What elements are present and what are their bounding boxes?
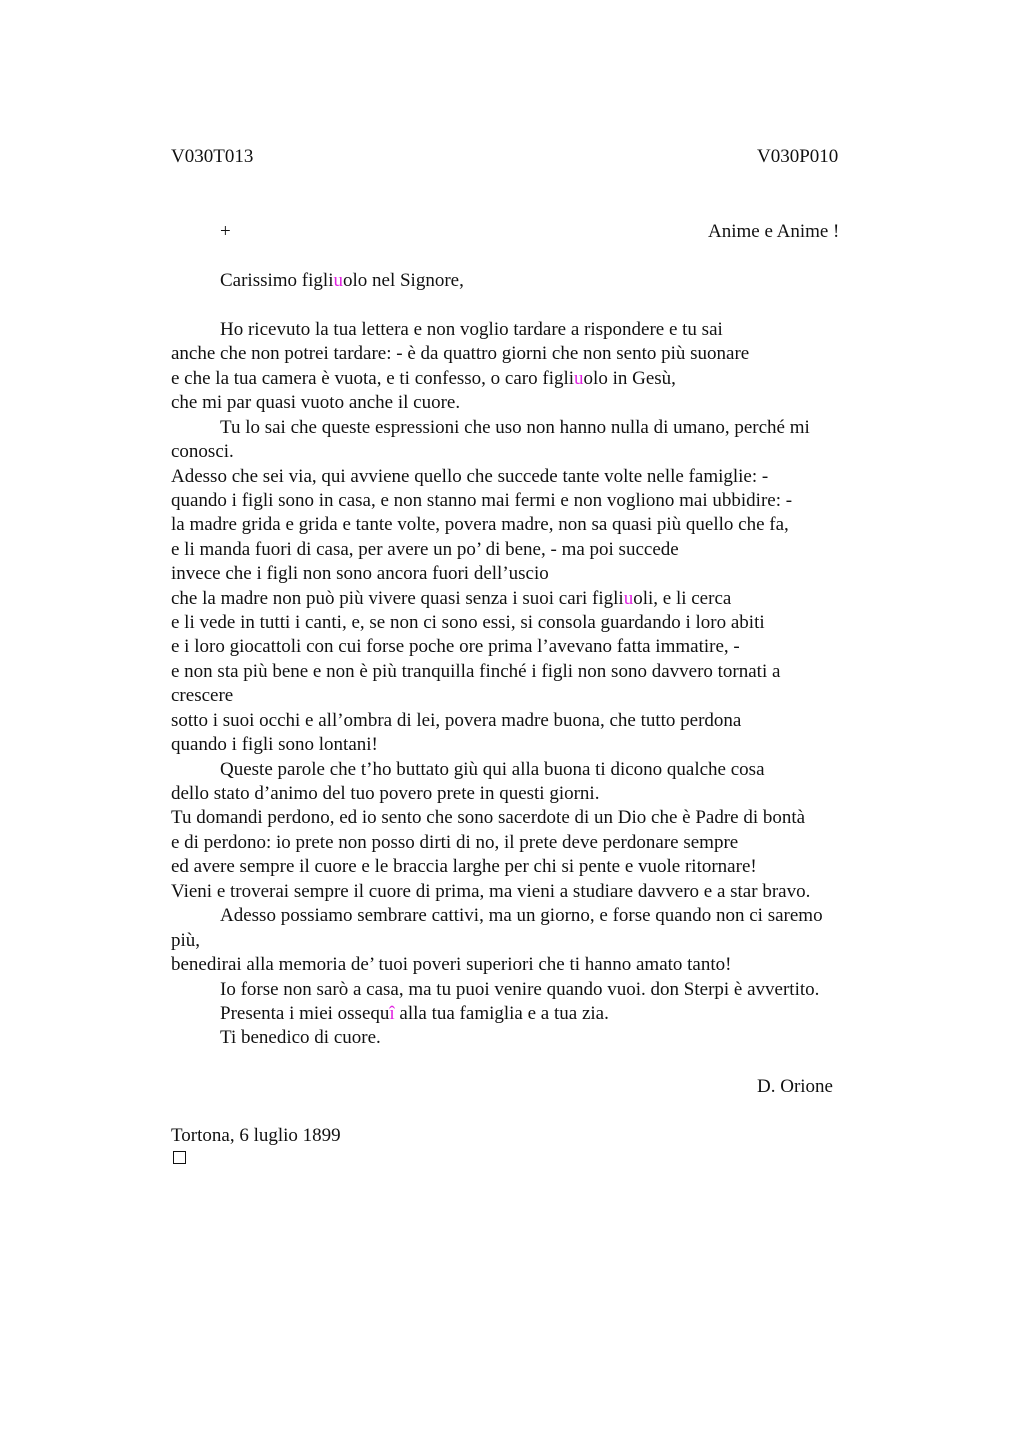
text-part: oli, e li cerca: [633, 588, 732, 609]
text-line: [220, 1002, 609, 1026]
text-line: anche che non potrei tardare: - è da quattro giorni che non sento più suonare: [171, 343, 750, 364]
text-line: Io forse non sarò a casa, ma tu puoi venire quando vuoi. don Sterpi è avvertito.: [220, 979, 820, 1000]
text-line: [171, 367, 676, 391]
text-line: Tu lo sai che queste espressioni che uso non hanno nulla di umano, perché mi: [220, 417, 810, 438]
text-line: [171, 587, 731, 611]
text-line: quando i figli sono in casa, e non stanno mai fermi e non vogliono mai ubbidire: -: [171, 490, 793, 511]
text-line: Adesso che sei via, qui avviene quello che succede tante volte nelle famiglie: -: [171, 466, 769, 487]
text-line: Ti benedico di cuore.: [220, 1027, 381, 1048]
text-part: Presenta i miei ossequ: [220, 1003, 390, 1024]
text-line: dello stato d’animo del tuo povero prete in questi giorni.: [171, 783, 600, 804]
text-line: quando i figli sono lontani!: [171, 734, 378, 755]
right-code: V030P010: [757, 146, 839, 167]
text-line: sotto i suoi occhi e all’ombra di lei, povera madre buona, che tutto perdona: [171, 710, 742, 731]
text-part: alla tua famiglia e a tua zia.: [394, 1003, 609, 1024]
text-line: e non sta più bene e non è più tranquilla finché i figli non sono davvero tornati a: [171, 661, 781, 682]
highlighted-letter: u: [623, 588, 634, 609]
text-line: e di perdono: io prete non posso dirti di no, il prete deve perdonare sempre: [171, 832, 739, 853]
text-part: che la madre non può più vivere quasi senza i suoi cari figli: [171, 588, 624, 609]
salutation-part: olo nel Signore,: [342, 270, 464, 291]
text-line: Vieni e troverai sempre il cuore di prima, ma vieni a studiare davvero e a star bravo.: [171, 881, 811, 902]
highlighted-letter: u: [574, 368, 584, 389]
text-line: Ho ricevuto la tua lettera e non voglio tardare a rispondere e tu sai: [220, 319, 723, 340]
salutation-part: Carissimo figli: [220, 270, 334, 291]
text-line: Queste parole che t’ho buttato giù qui alla buona ti dicono qualche cosa: [220, 759, 765, 780]
text-part: e che la tua camera è vuota, e ti confesso, o caro figli: [171, 368, 575, 389]
text-line: e i loro giocattoli con cui forse poche ore prima l’avevano fatta immatire, -: [171, 636, 740, 657]
salutation: [220, 270, 464, 292]
highlighted-letter: u: [333, 270, 343, 291]
square-box-icon: [173, 1151, 186, 1164]
text-line: e li manda fuori di casa, per avere un po’ di bene, - ma poi succede: [171, 539, 679, 560]
text-line: la madre grida e grida e tante volte, povera madre, non sa quasi più quello che fa,: [171, 514, 789, 535]
text-line: che mi par quasi vuoto anche il cuore.: [171, 392, 461, 413]
text-line: invece che i figli non sono ancora fuori dell’uscio: [171, 563, 549, 584]
cross-mark: +: [220, 221, 231, 242]
text-part: olo in Gesù,: [583, 368, 676, 389]
text-line: Adesso possiamo sembrare cattivi, ma un giorno, e forse quando non ci saremo: [220, 905, 823, 926]
motto: Anime e Anime !: [708, 221, 840, 242]
text-line: crescere: [171, 685, 234, 706]
highlighted-letter: î: [389, 1003, 395, 1024]
text-line: benedirai alla memoria de’ tuoi poveri superiori che ti hanno amato tanto!: [171, 954, 732, 975]
text-line: conosci.: [171, 441, 234, 462]
text-line: più,: [171, 930, 201, 951]
text-line: ed avere sempre il cuore e le braccia larghe per chi si pente e vuole ritornare!: [171, 856, 757, 877]
text-line: Tu domandi perdono, ed io sento che sono sacerdote di un Dio che è Padre di bontà: [171, 807, 806, 828]
signature: D. Orione: [757, 1076, 833, 1097]
text-line: e li vede in tutti i canti, e, se non ci sono essi, si consola guardando i loro abiti: [171, 612, 765, 633]
place-date: Tortona, 6 luglio 1899: [171, 1125, 341, 1146]
left-code: V030T013: [171, 146, 254, 167]
